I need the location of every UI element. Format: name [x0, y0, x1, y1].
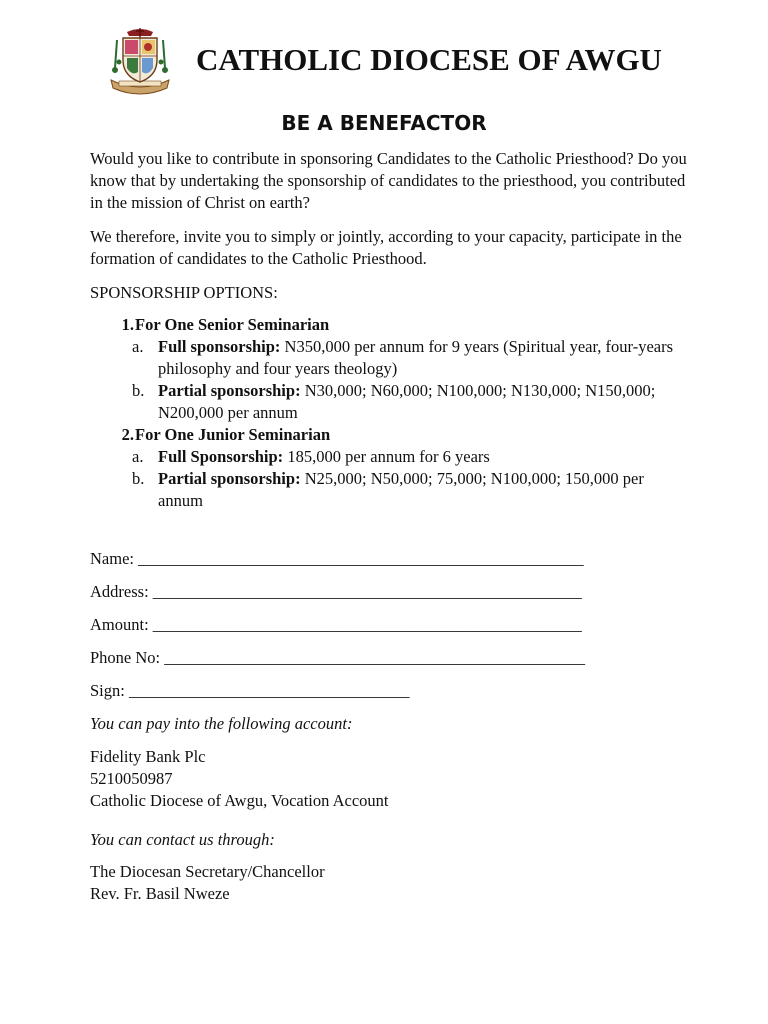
intro-paragraph: Would you like to contribute in sponsoring Candidates to the Catholic Priesthood? Do you know that by undertaking the sponsorship of candidates to the priesthood, you contributed in the mission of Christ on earth?	[90, 149, 687, 212]
item-label: Full sponsorship:	[158, 337, 281, 356]
item-label: Partial sponsorship:	[158, 469, 301, 488]
sign-field[interactable]: Sign: __________________________________	[90, 681, 410, 700]
item-label: Full Sponsorship:	[158, 447, 284, 466]
item-letter: a.	[132, 337, 144, 356]
sponsorship-options-label: SPONSORSHIP OPTIONS:	[90, 283, 278, 302]
option-title: For One Junior Seminarian	[135, 425, 331, 444]
option-title: For One Senior Seminarian	[135, 315, 330, 334]
contact-person: Rev. Fr. Basil Nweze	[90, 884, 230, 903]
option-senior-seminarian	[90, 314, 690, 336]
bank-name: Fidelity Bank Plc	[90, 747, 206, 766]
contact-intro: You can contact us through:	[90, 830, 275, 849]
item-label: Partial sponsorship:	[158, 381, 301, 400]
payment-intro: You can pay into the following account:	[90, 714, 353, 733]
diocese-title: CATHOLIC DIOCESE OF AWGU	[196, 42, 662, 77]
name-field[interactable]: Name: ______________________________________________________	[90, 549, 584, 568]
item-letter: b.	[132, 381, 145, 400]
phone-field[interactable]: Phone No: ___________________________________________________	[90, 648, 585, 667]
amount-field[interactable]: Amount: ____________________________________________________	[90, 615, 582, 634]
option-number: 1.	[121, 315, 134, 334]
invitation-paragraph: We therefore, invite you to simply or jointly, according to your capacity, participate in the formation of candidates to the Catholic Priesthood.	[90, 227, 682, 268]
list-item	[132, 380, 690, 424]
page-heading: BE A BENEFACTOR	[281, 111, 487, 135]
item-text: 185,000 per annum for 6 years	[283, 447, 490, 466]
address-field[interactable]: Address: ____________________________________________________	[90, 582, 582, 601]
list-item	[132, 336, 690, 380]
list-item	[132, 446, 690, 468]
item-text: N30,000; N60,000; N100,000; N130,000; N150,000; N200,000 per annum	[158, 381, 656, 422]
sponsorship-options-list	[90, 314, 690, 512]
option-number: 2.	[121, 425, 134, 444]
bank-details	[90, 746, 389, 812]
option-junior-seminarian	[90, 424, 690, 446]
account-name: Catholic Diocese of Awgu, Vocation Account	[90, 791, 389, 810]
diocesan-coat-of-arms-icon	[105, 28, 175, 96]
contact-details	[90, 861, 325, 905]
item-letter: b.	[132, 469, 145, 488]
list-item	[132, 468, 690, 512]
item-text: N25,000; N50,000; 75,000; N100,000; 150,000 per annum	[158, 469, 644, 510]
contact-role: The Diocesan Secretary/Chancellor	[90, 862, 325, 881]
item-letter: a.	[132, 447, 144, 466]
item-text: N350,000 per annum for 9 years (Spiritual year, four-years philosophy and four years theology)	[158, 337, 674, 378]
account-number: 5210050987	[90, 769, 173, 788]
